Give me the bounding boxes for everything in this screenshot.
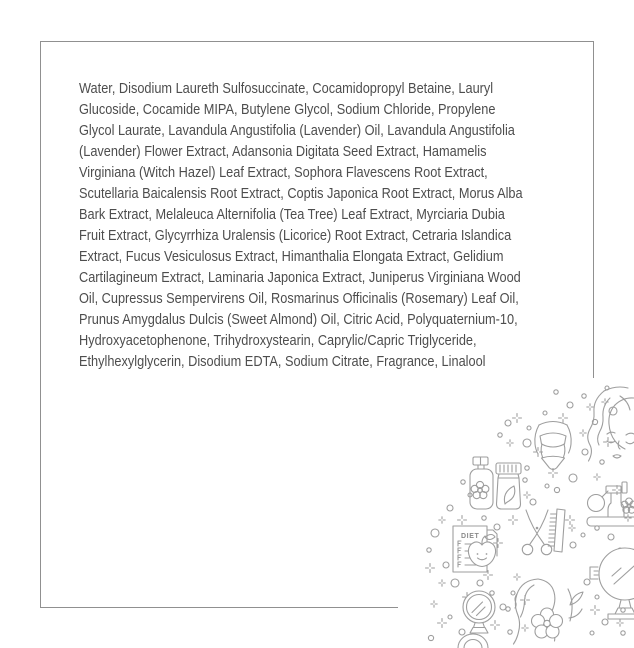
ingredient-line: Prunus Amygdalus Dulcis (Sweet Almond) Oil, Citric Acid, Polyquaternium-10,: [79, 311, 518, 328]
ingredient-line: Glucoside, Cocamide MIPA, Butylene Glycol, Sodium Chloride, Propylene: [79, 101, 496, 118]
ingredient-line: (Lavender) Flower Extract, Adansonia Digitata Seed Extract, Hamamelis: [79, 143, 487, 160]
ingredient-line: Cartilagineum Extract, Laminaria Japonica Extract, Juniperus Virginiana Wood: [79, 269, 521, 286]
diet-label: DIET: [461, 533, 480, 540]
ingredients-text: [79, 78, 584, 372]
ingredient-line: Hydroxyacetophenone, Trihydroxystearin, Caprylic/Capric Triglyceride,: [79, 332, 477, 349]
ingredient-line: Scutellaria Baicalensis Root Extract, Coptis Japonica Root Extract, Morus Alba: [79, 185, 523, 202]
ingredient-line: Oil, Cupressus Sempervirens Oil, Rosmarinus Officinalis (Rosemary) Leaf Oil,: [79, 290, 519, 307]
ingredient-line: Water, Disodium Laureth Sulfosuccinate, Cocamidopropyl Betaine, Lauryl: [79, 80, 494, 97]
ingredient-line: Ethylhexylglycerin, Disodium EDTA, Sodium Citrate, Fragrance, Linalool: [79, 353, 486, 370]
ingredient-line: Bark Extract, Melaleuca Alternifolia (Tea Tree) Leaf Extract, Myrciaria Dubia: [79, 206, 505, 223]
ingredient-line: Fruit Extract, Glycyrrhiza Uralensis (Licorice) Root Extract, Cetraria Islandica: [79, 227, 512, 244]
ingredient-line: Glycol Laurate, Lavandula Angustifolia (Lavender) Oil, Lavandula Angustifolia: [79, 122, 515, 139]
ingredient-line: Virginiana (Witch Hazel) Leaf Extract, Sophora Flavescens Root Extract,: [79, 164, 488, 181]
ingredient-line: Extract, Fucus Vesiculosus Extract, Himanthalia Elongata Extract, Gelidium: [79, 248, 504, 265]
beauty-pattern-decoration: [398, 378, 634, 648]
